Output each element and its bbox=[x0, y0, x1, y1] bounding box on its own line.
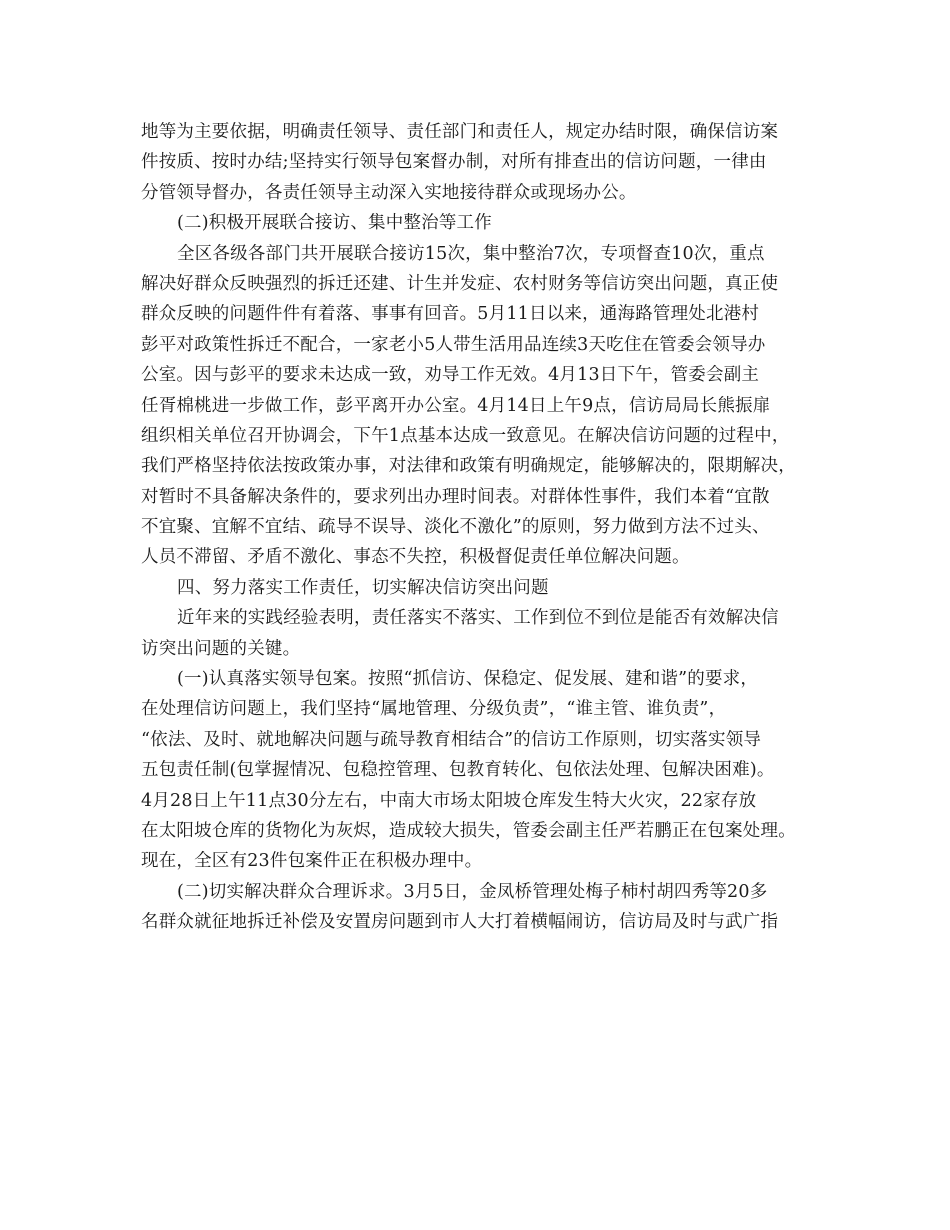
text-line: (二)积极开展联合接访、集中整治等工作 bbox=[177, 213, 492, 234]
text-line: 解决好群众反映强烈的拆迁还建、计生并发症、农村财务等信访突出问题，真正使 bbox=[141, 273, 779, 294]
text-line: 分管领导督办，各责任领导主动深入实地接待群众或现场办公。 bbox=[141, 182, 637, 203]
text-line: “依法、及时、就地解决问题与疏导教育相结合”的信访工作原则，切实落实领导 bbox=[141, 729, 762, 750]
text-line: 组织相关单位召开协调会，下午1点基本达成一致意见。在解决信访问题的过程中， bbox=[141, 425, 790, 446]
text-line: 访突出问题的关键。 bbox=[141, 638, 301, 659]
text-line: 在太阳坡仓库的货物化为灰烬，造成较大损失，管委会副主任严若鹏正在包案处理。 bbox=[141, 820, 796, 841]
text-line: 现在，全区有23件包案件正在积极办理中。 bbox=[141, 851, 483, 872]
text-line: 件按质、按时办结;坚持实行领导包案督办制，对所有排查出的信访问题，一律由 bbox=[141, 152, 767, 173]
body-text bbox=[141, 117, 813, 938]
text-line: 任胥棉桃进一步做工作，彭平离开办公室。4月14日上午9点，信访局局长熊振扉 bbox=[141, 395, 771, 416]
text-line: 近年来的实践经验表明，责任落实不落实、工作到位不到位是能否有效解决信 bbox=[177, 608, 779, 629]
text-line: 地等为主要依据，明确责任领导、责任部门和责任人，规定办结时限，确保信访案 bbox=[141, 122, 779, 142]
text-line: 在处理信访问题上，我们坚持“属地管理、分级负责”，“谁主管、谁负责”， bbox=[141, 699, 727, 720]
text-line: 4月28日上午11点30分左右，中南大市场太阳坡仓库发生特大火灾，22家存放 bbox=[141, 790, 757, 811]
text-line: (一)认真落实领导包案。按照“抓信访、保稳定、促发展、建和谐”的要求， bbox=[177, 669, 759, 690]
text-line: 四、努力落实工作责任，切实解决信访突出问题 bbox=[177, 577, 549, 598]
text-line: 人员不滞留、矛盾不激化、事态不失控，积极督促责任单位解决问题。 bbox=[141, 547, 690, 568]
text-line: 彭平对政策性拆迁不配合，一家老小5人带生活用品连续3天吃住在管委会领导办 bbox=[141, 334, 766, 355]
text-line: 不宜聚、宜解不宜结、疏导不误导、淡化不激化”的原则，努力做到方法不过头、 bbox=[141, 517, 770, 538]
text-line: 五包责任制(包掌握情况、包稳控管理、包教育转化、包依法处理、包解决困难)。 bbox=[141, 760, 775, 781]
text-line: 公室。因与彭平的要求未达成一致，劝导工作无效。4月13日下午，管委会副主 bbox=[141, 365, 760, 386]
text-line: 名群众就征地拆迁补偿及安置房问题到市人大打着横幅闹访，信访局及时与武广指 bbox=[141, 912, 779, 933]
text-line: 全区各级各部门共开展联合接访15次，集中整治7次，专项督查10次，重点 bbox=[177, 243, 765, 264]
text-line: (二)切实解决群众合理诉求。3月5日，金凤桥管理处梅子柿村胡四秀等20多 bbox=[177, 881, 768, 902]
text-line: 群众反映的问题件件有着落、事事有回音。5月11日以来，通海路管理处北港村 bbox=[141, 304, 760, 325]
text-line: 我们严格坚持依法按政策办事，对法律和政策有明确规定，能够解决的，限期解决， bbox=[141, 456, 796, 477]
text-line: 对暂时不具备解决条件的，要求列出办理时间表。对群体性事件，我们本着“宜散 bbox=[141, 486, 770, 507]
